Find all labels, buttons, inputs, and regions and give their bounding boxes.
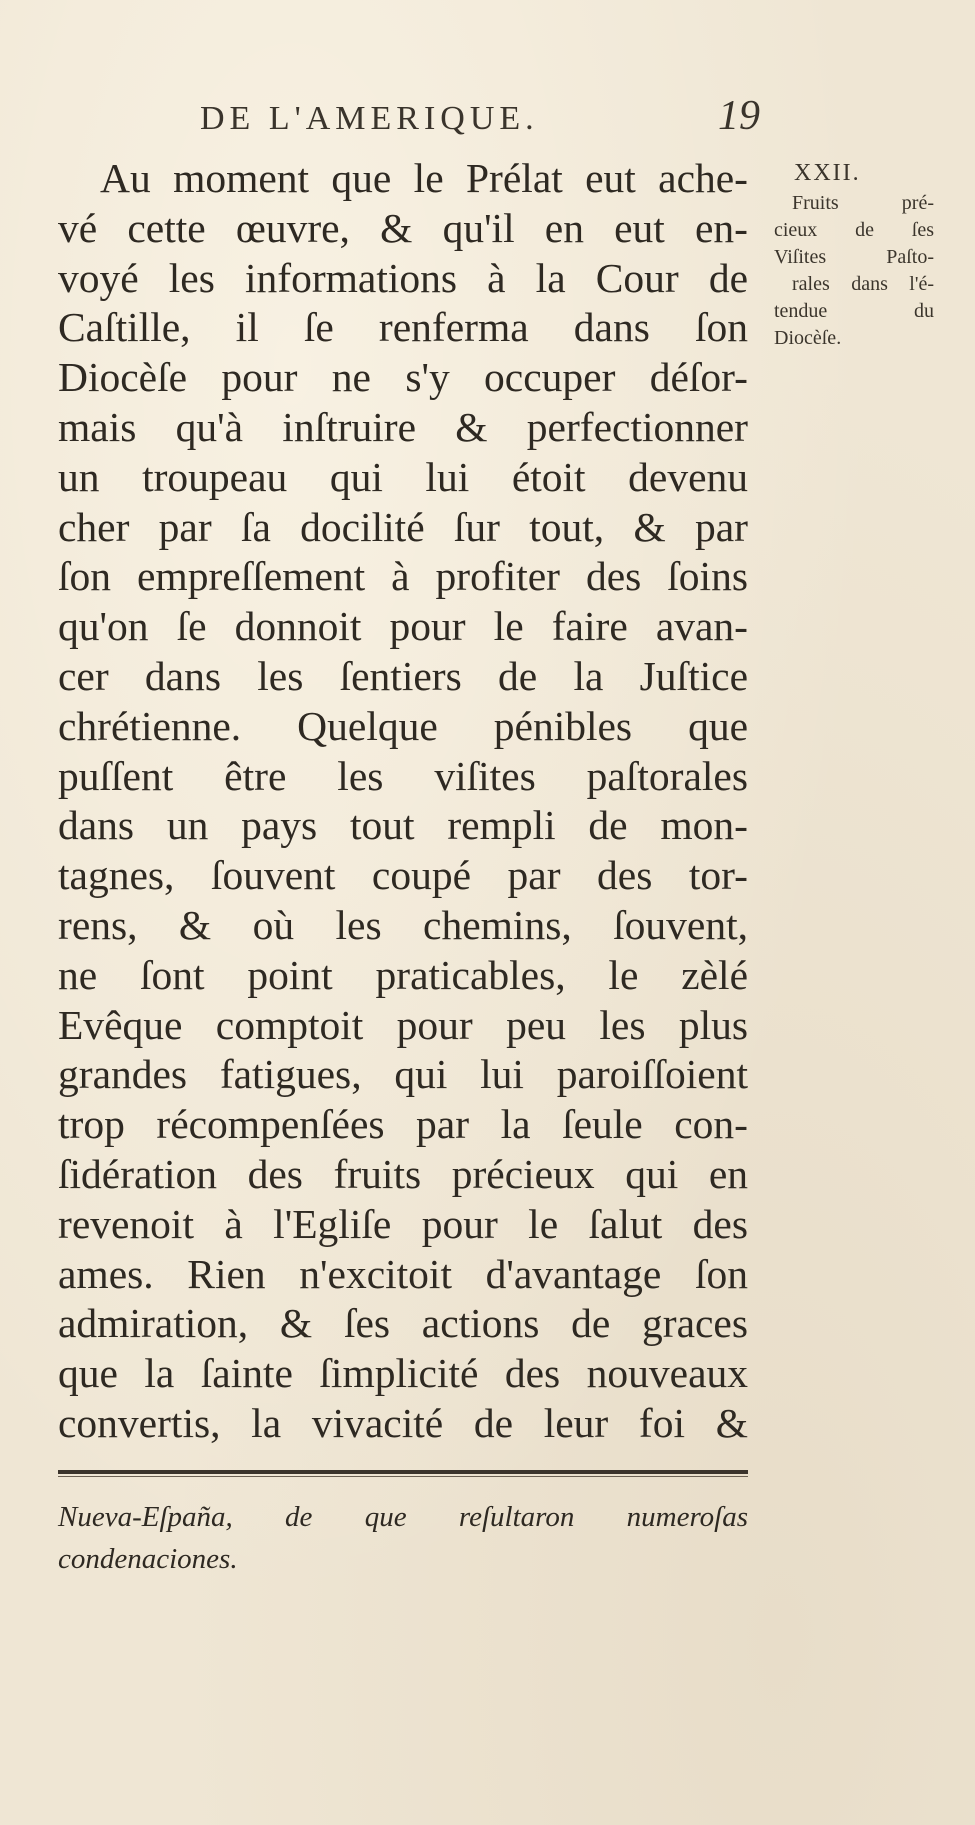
body-line: Evêque comptoit pour peu les plus	[58, 1001, 748, 1048]
body-line: rens, & où les chemins, ſouvent,	[58, 901, 748, 948]
page-number: 19	[718, 93, 760, 139]
body-line: ames. Rien n'excitoit d'avantage ſon	[58, 1250, 748, 1297]
body-text	[58, 154, 748, 1449]
body-line: mais qu'à inſtruire & perfectionner	[58, 403, 748, 450]
body-line: voyé les informations à la Cour de	[58, 254, 748, 301]
margin-note-line: Diocèſe.	[774, 327, 842, 349]
body-line: puſſent être les viſites paſtorales	[58, 752, 748, 799]
margin-note-line: Viſites Paſto-	[774, 246, 934, 268]
margin-note-line: rales dans l'é-	[792, 273, 934, 295]
body-line: ſidération des fruits précieux qui en	[58, 1150, 748, 1197]
body-line: un troupeau qui lui étoit devenu	[58, 453, 748, 500]
running-title: DE L'AMERIQUE.	[200, 100, 539, 137]
body-line: tagnes, ſouvent coupé par des tor-	[58, 852, 748, 899]
body-line: vé cette œuvre, & qu'il en eut en-	[58, 204, 748, 251]
footnote-line: condenaciones.	[58, 1543, 238, 1575]
body-line: cer dans les ſentiers de la Juſtice	[58, 652, 748, 699]
footnote-line: Nueva-Eſpaña, de que reſultaron numeroſas	[58, 1501, 748, 1533]
body-line: trop récompenſées par la ſeule con-	[58, 1101, 748, 1148]
margin-note-line: tendue du	[774, 300, 934, 322]
margin-note-line: cieux de ſes	[774, 219, 934, 241]
body-line: ne ſont point praticables, le zèlé	[58, 951, 748, 998]
body-line: Diocèſe pour ne s'y occuper déſor-	[58, 354, 748, 401]
footnote	[58, 1496, 748, 1580]
margin-note-number: XXII.	[794, 160, 861, 186]
footnote-rule	[58, 1470, 748, 1474]
body-line: Au moment que le Prélat eut ache-	[100, 155, 748, 201]
body-line: convertis, la vivacité de leur foi &	[58, 1399, 748, 1446]
body-line: que la ſainte ſimplicité des nouveaux	[58, 1350, 748, 1397]
body-line: dans un pays tout rempli de mon-	[58, 802, 748, 849]
page-header	[200, 93, 760, 148]
body-line: cher par ſa docilité ſur tout, & par	[58, 503, 748, 550]
body-line: Caſtille, il ſe renferma dans ſon	[58, 304, 748, 351]
body-line: admiration, & ſes actions de graces	[58, 1300, 748, 1347]
body-line: chrétienne. Quelque pénibles que	[58, 702, 748, 749]
body-line: grandes fatigues, qui lui paroiſſoient	[58, 1051, 748, 1098]
margin-note	[774, 160, 964, 354]
margin-note-line: Fruits pré-	[792, 192, 934, 214]
body-line: revenoit à l'Egliſe pour le ſalut des	[58, 1200, 748, 1247]
body-line: qu'on ſe donnoit pour le faire avan-	[58, 603, 748, 650]
footnote-rule-thin	[58, 1476, 748, 1477]
body-line: ſon empreſſement à profiter des ſoins	[58, 553, 748, 600]
